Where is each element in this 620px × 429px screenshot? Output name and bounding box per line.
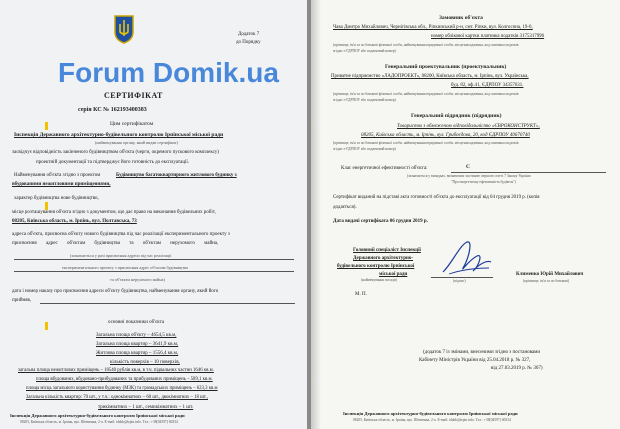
addendum-line: до Порядку bbox=[236, 40, 261, 45]
customer-label: Замовник об'єкта bbox=[439, 15, 483, 21]
text-line: адреса об'єкта, присвоєна об'єкту нового будівництва під час реалізації експериментального проекту з bbox=[12, 232, 230, 237]
customer-hint: згідно з ЄДРПОУ або податковий номер) bbox=[333, 49, 396, 53]
address-hint: експериментального проекту з присвоєння адрес об'єктам будівництва bbox=[62, 265, 188, 270]
indicator-line: трикімнатних – 1 шт., семикімнатних – 1 шт. bbox=[98, 405, 194, 410]
contractor-value: 08205, Київська область, м. Ірпінь, вул. Грибоєдова, 20, код ЄДРПОУ 40670740 bbox=[361, 133, 530, 138]
stamp-label: М. П. bbox=[355, 292, 367, 297]
contractor-hint: згідно з ЄДРПОУ або податковий номер) bbox=[333, 147, 396, 151]
object-name-value: вбудованими нежитловими приміщеннями, bbox=[12, 182, 111, 187]
customer-value: номер облікової картки платника податків 3175317996 bbox=[431, 34, 545, 39]
official-position: міської ради bbox=[379, 272, 408, 277]
designer-label: Генеральний проектувальник (проектувальник) bbox=[385, 64, 507, 70]
energy-class-value: С bbox=[466, 164, 470, 170]
designer-hint: згідно з ЄДРПОУ або податковий номер) bbox=[333, 98, 396, 102]
fill-line bbox=[451, 172, 606, 173]
basics-heading: основні показники об'єкта bbox=[108, 320, 165, 325]
text-line: прийняв, bbox=[12, 298, 32, 303]
footer-authority: Інспекція Державного архітектурно-будівельного контролю Ірпінської міської ради bbox=[343, 411, 518, 416]
signer-name: Клименко Юрій Михайлович bbox=[516, 272, 584, 277]
yellow-mark bbox=[45, 202, 48, 210]
indicator-line: площа вбудованих, вбудовано-прибудованих та прибудованих приміщень – 589,1 кв.м. bbox=[36, 377, 213, 382]
object-name-label: Найменування об'єкта згідно з проектом bbox=[14, 173, 101, 178]
indicator-line: кількість поверхів – 10 поверхів, bbox=[110, 360, 180, 365]
authority-hint: (найменування органу, який видав сертифікат) bbox=[95, 140, 179, 145]
official-position: будівельного контролю Ірпінської bbox=[337, 264, 415, 269]
handwritten-signature bbox=[439, 238, 493, 280]
issued-basis: Сертифікат виданий на підставі акта готовності об'єкта до експлуатації від 04 грудня 2019 р. (копія bbox=[333, 195, 540, 200]
contractor-label: Генеральний підрядник (підрядник) bbox=[411, 113, 502, 119]
indicator-line: Загальна кількість квартир: 70 шт., у т.ч.: однокімнатних – 60 шт., двокімнатних – 18 шт., bbox=[26, 395, 208, 400]
indicator-line: площа місць загального користування будинку (МЗК) та громадських приміщень – 623,3 кв.м bbox=[26, 386, 218, 391]
indicator-line: Загальна площа об'єкту – 4654,5 кв.м, bbox=[96, 333, 177, 338]
designer-value: Приватне підприємство «ЛАДОПРОЕКТ», 08200, Київська область, м. Ірпінь, вул. Українська, bbox=[331, 74, 529, 79]
regulation-note: (додаток 7 із змінами, внесеними згідно з постановами bbox=[423, 350, 540, 355]
indicator-line: Житлова площа квартир – 1556,4 кв.м, bbox=[96, 351, 179, 356]
certificate-page-right bbox=[311, 0, 620, 429]
coat-of-arms-icon bbox=[113, 14, 135, 44]
text-line: присвоєння адрес об'єктам будівництва та об'єктам нерухомого майна, bbox=[12, 241, 219, 246]
regulation-note: Кабінету Міністрів України від 25.04.2018 р. № 327, bbox=[419, 358, 531, 363]
construction-type: характер будівництва нове будівництво, bbox=[14, 196, 99, 201]
energy-class-label: Клас енергетичної ефективності об'єкта: bbox=[341, 166, 428, 171]
footer-authority: Інспекція Державного архітектурно-будівельного контролю Ірпінської міської ради bbox=[10, 413, 185, 418]
official-position: Державного архітектурно- bbox=[353, 256, 414, 261]
address-hint: та об'єктам нерухомого майна) bbox=[110, 277, 165, 282]
official-position: Головний спеціаліст Інспекції bbox=[353, 248, 421, 253]
certificate-title: СЕРТИФІКАТ bbox=[104, 91, 163, 100]
fill-line bbox=[14, 271, 294, 272]
signature-hint: (підпис) bbox=[453, 279, 466, 283]
object-name-value: Будівництво багатоквартирного житлового будинку з bbox=[116, 173, 237, 178]
contractor-hint: (прізвище, ім'я та по батькові фізичної особи, найменування юридичної особи, місцезнаходження, код платника податків bbox=[333, 141, 519, 145]
footer-address: 08205, Київська область, м. Ірпінь, вул. Шевченка, 2-а. E-mail: idabk@irpin.info. Тел.: +38(04597) 60334 bbox=[20, 420, 178, 424]
series-number: серія КС № 162193400383 bbox=[78, 107, 147, 113]
customer-value: Чава Дмитро Михайлович, Чернігівська обл., Ріпкинський р-н, смт. Ріпки, вул. Колгоспна, 19-0, bbox=[333, 25, 533, 30]
designer-hint: (прізвище, ім'я та по батькові фізичної особи, найменування юридичної особи, місцезнаходження, код платника податків bbox=[333, 92, 519, 96]
fill-line bbox=[431, 277, 493, 278]
fill-line bbox=[14, 259, 294, 260]
indicator-line: загальна площа нежитлових приміщень – 18540 рублів кв.м, в т.ч. підвальних частин 1646 кв.м. bbox=[18, 368, 214, 373]
yellow-mark bbox=[45, 322, 48, 330]
yellow-mark bbox=[45, 122, 48, 130]
text-line: дата і номер наказу про присвоєння адреси об'єкту будівництва, найменування органу, який його bbox=[12, 289, 219, 294]
issuing-authority: Інспекція Державного архітектурно-будівельного контролю Ірпінської міської ради bbox=[14, 132, 224, 138]
indicator-line: Загальна площа квартир – 3641,9 кв.м, bbox=[96, 342, 179, 347]
signer-hint: (прізвище, ім'я та по батькові) bbox=[523, 279, 570, 283]
addendum-line: Додаток 7 bbox=[238, 32, 260, 37]
regulation-note: від 27.03.2019 р. № 367) bbox=[491, 366, 543, 371]
customer-hint: (прізвище, ім'я та по батькові фізичної особи, найменування юридичної особи, місцезнаходження, код платника податків bbox=[333, 43, 519, 47]
watermark-text: Forum Domik.ua bbox=[58, 57, 279, 88]
fill-line bbox=[40, 303, 295, 304]
designer-value: буд. 82, оф.41, ЄДРПОУ 34357631. bbox=[451, 83, 524, 88]
position-hint: (найменування посади) bbox=[361, 278, 397, 282]
page-fold-shadow bbox=[311, 0, 321, 429]
footer-address: 08205, Київська область, м. Ірпінь, вул. Шевченка, 2-а. E-mail: idabk@irpin.info. Тел.: +38(04597) 60334 bbox=[353, 418, 511, 422]
certifies-text: Цим сертифікатом bbox=[110, 121, 154, 127]
text-line: засвідчує відповідність закінченого будівництвом об'єкта (черги, окремого пускового комплексу) bbox=[12, 150, 219, 155]
energy-hint: "Про енергетичну ефективність будівель") bbox=[451, 180, 516, 184]
contractor-value: Товариство з обмеженою відповідальністю «ЄВРОКОНСТРУКТ», bbox=[397, 124, 540, 129]
text-line: місце розташування об'єкта згідно з документом, що дає право на виконання будівельних робіт, bbox=[12, 210, 216, 215]
energy-hint: (зазначається у випадках, визначених частиною першою статті 7 Закону України bbox=[407, 174, 531, 178]
object-location: 08205, Київська область, м. Ірпінь, вул. Полтавська, 73 bbox=[12, 219, 137, 224]
address-hint: (зазначається у разі присвоєння адреси під час реалізації bbox=[70, 253, 172, 258]
issue-date: Дата видачі сертифіката 06 грудня 2019 р. bbox=[333, 219, 428, 224]
text-line: проектній документації та підтверджує його готовність до експлуатації. bbox=[36, 160, 190, 165]
issued-basis: додається). bbox=[333, 205, 357, 210]
